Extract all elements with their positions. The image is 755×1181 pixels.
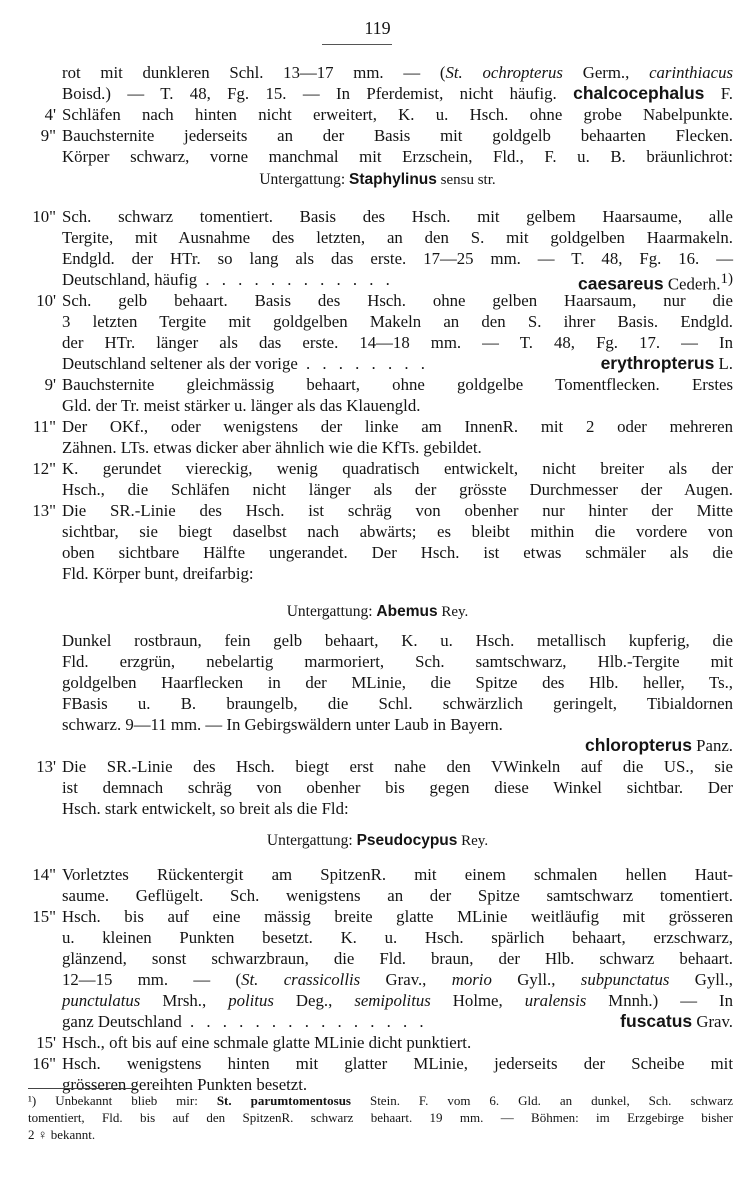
couplet-number: 11" (32, 417, 56, 436)
species-name: chalcocephalus (573, 83, 705, 103)
key-block-4: 14" Vorletztes Rückentergit am SpitzenR. mit einem schmalen hellen Haut- saume. Geflügelt. Sch. wenigstens an der Spitze samtschwarz tomentiert. 15" Hsch. bis auf eine mässig breite glatte MLinie weitläufig mit grösseren u. kleinen Punkten besetzt. K. u. Hsch. spärlich behaart, erzschwarz, glänzend, sonst schwarzbraun, die Fld. braun, der Hlb. schwarz behaart. 12—15 mm. — (St. crassicollis Grav., morio Gyll., subpunctatus Gyll., punctulatus Mrsh., politus Deg., semipolitus Holme, uralensis Mnnh.) — In ganz Deutschland . . . . . . . . . . . . . . . fuscatus Grav. 15' Hsch., oft bis auf eine schmale glatte MLinie dicht punktiert. 16" Hsch. wenigstens hinten mit glatter MLinie, jederseits der Scheibe mit grösseren gereihten Punkten besetzt. (0, 864, 755, 1095)
couplet-number: 13" (32, 501, 56, 520)
key-line: 9" Bauchsternite jederseits an der Basis mit goldgelb behaarten Flecken. (0, 125, 755, 146)
species-name: caesareus (578, 273, 664, 294)
key-block-1 (0, 62, 755, 167)
subgenus-name: Staphylinus (349, 171, 437, 188)
key-block-2: 10" Sch. schwarz tomentiert. Basis des Hsch. mit gelbem Haarsaume, alle Tergite, mit Ausnahme des letzten, an den S. mit goldgelben Haarmakeln. Endgld. der HTr. so lang als das erste. 17—25 mm. — T. 48, Fg. 16. — Deutschland, häufig . . . . . . . . . . . . caesareus Cederh.$^{1)}$ 10' Sch. gelb behaart. Basis des Hsch. ohne gelben Haarsaum, nur die 3 letzten Tergite mit goldgelben Makeln an den S. ihrer Basis. Endgld. der HTr. länger als das erste. 14—18 mm. — T. 48, Fg. 17. — In Deutschland seltener als der vorige . . . . . . . . erythropterus L. 9' Bauchsternite gleichmässig behaart, ohne goldgelbe Tomentflecken. Erstes Gld. der Tr. meist stärker u. länger als das Klauengld. 11" Der OKf., oder wenigstens der linke am InnenR. mit 2 oder mehreren Zähnen. LTs. etwas dicker aber ähnlich wie die KfTs. gebildet. 12" K. gerundet viereckig, wenig quadratisch entwickelt, nicht breiter als der Hsch., die Schläfen nicht länger als der grösste Durchmesser der Augen. 13" Die SR.-Linie des Hsch. ist schräg von obenher nur hinter der Mitte sichtbar, sie biegt daselbst nach abwärts; es bleibt mithin die vordere von oben sichtbare Hälfte ungerandet. Der Hsch. ist etwas schmäler als die Fld. Körper bunt, dreifarbig: (0, 206, 755, 584)
subgenus-name: Pseudocypus (356, 832, 458, 849)
couplet-number: 15" (32, 907, 56, 926)
key-line: Boisd.) — T. 48, Fg. 15. — In Pferdemist, nicht häufig. chalcocephalus F. (62, 83, 733, 103)
couplet-number: 16" (32, 1054, 56, 1073)
subgenus-heading: Untergattung: Pseudocypus Rey. (266, 832, 489, 849)
couplet-number: 4' (44, 105, 56, 124)
species-name: St. parumtomentosus (216, 1093, 351, 1108)
page-number: 119 (364, 18, 391, 38)
couplet-number: 10' (36, 291, 56, 310)
species-name: chloropterus (585, 735, 692, 755)
footnote-ref: 1) (720, 271, 733, 287)
key-line: Körper schwarz, vorne manchmal mit Erzschein, Fld., F. u. B. bräunlichrot: (62, 147, 733, 166)
couplet-number: 9' (44, 375, 56, 394)
subgenus-heading: Untergattung: Abemus Rey. (286, 603, 469, 620)
key-block-3: Dunkel rostbraun, fein gelb behaart, K. u. Hsch. metallisch kupferig, die Fld. erzgrün, nebelartig marmoriert, Sch. samtschwarz, Hlb.-Tergite mit goldgelben Haarflecken in der MLinie, die Spitze des Hlb. heller, Ts., FBasis u. B. braungelb, die Schl. schwärzlich geringelt, Tibialdornen schwarz. 9—11 mm. — In Gebirgswäldern unter Laub in Bayern. chloropterus Panz. 13' Die SR.-Linie des Hsch. biegt erst nahe den VWinkeln auf die US., sie ist demnach schräg von obenher bis gegen diese Winkel sichtbar. Der Hsch. stark entwickelt, so breit als die Fld: (0, 630, 755, 819)
species-name: fuscatus (620, 1011, 693, 1031)
couplet-number: 9" (40, 126, 56, 145)
species-name: erythropterus (600, 353, 715, 373)
couplet-number: 15' (36, 1033, 56, 1052)
subgenus-name: Abemus (376, 603, 438, 620)
subgenus-heading: Untergattung: Staphylinus sensu str. (259, 171, 496, 188)
key-line: 4' Schläfen nach hinten nicht erweitert, K. u. Hsch. ohne grobe Nabelpunkte. (0, 104, 755, 125)
couplet-number: 12" (32, 459, 56, 478)
header-rule (322, 44, 392, 45)
couplet-number: 13' (36, 757, 56, 776)
key-line: rot mit dunkleren Schl. 13—17 mm. — (St. ochropterus Germ., carinthiacus (62, 63, 733, 82)
couplet-number: 14" (32, 865, 56, 884)
couplet-number: 10" (32, 207, 56, 226)
footnote-rule (28, 1088, 136, 1089)
footnote: ¹) Unbekannt blieb mir: St. parumtomentosus Stein. F. vom 6. Gld. an dunkel, Sch. schwarz tomentiert, Fld. bis auf den SpitzenR. schwarz behaart. 19 mm. — Böhmen: im Erzgebirge bisher 2 ♀ bekannt. (28, 1093, 733, 1142)
